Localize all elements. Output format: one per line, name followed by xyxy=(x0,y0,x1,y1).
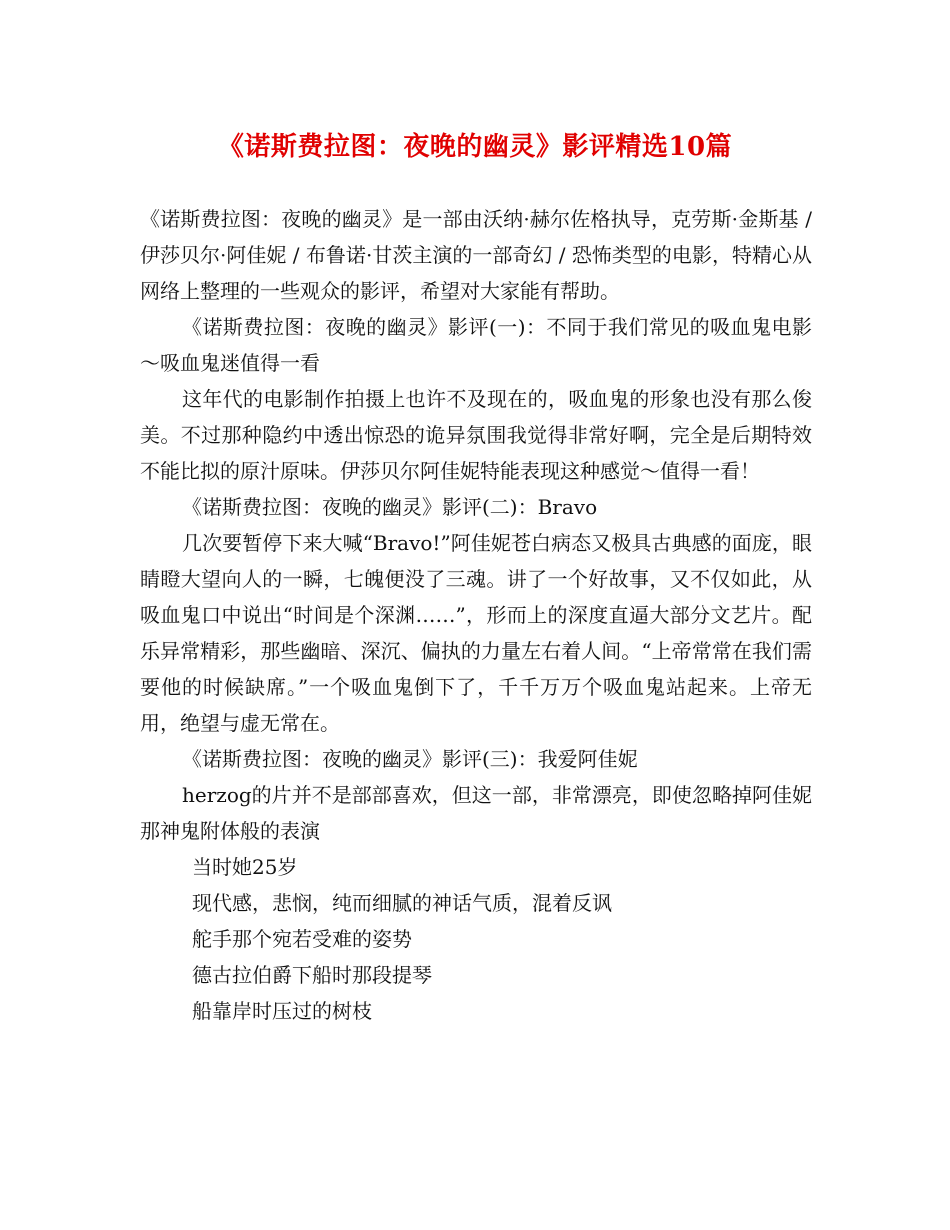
review-2-heading: 《诺斯费拉图：夜晚的幽灵》影评(二)：Bravo xyxy=(182,495,598,519)
review-1-body: 这年代的电影制作拍摄上也许不及现在的，吸血鬼的形象也没有那么俊美。不过那种隐约中透出惊恐的诡异氛围我觉得非常好啊，完全是后期特效不能比拟的原汁原味。伊莎贝尔阿佳妮特能表现这种感觉～值得一看！ xyxy=(140,387,812,483)
review-3-line: 舵手那个宛若受难的姿势 xyxy=(192,927,412,951)
review-3-body: herzog的片并不是部部喜欢，但这一部，非常漂亮，即使忽略掉阿佳妮那神鬼附体般的表演 xyxy=(140,783,812,843)
review-3-line: 船靠岸时压过的树枝 xyxy=(192,999,372,1023)
review-3-line: 当时她25岁 xyxy=(192,855,298,879)
review-3-line: 德古拉伯爵下船时那段提琴 xyxy=(192,963,432,987)
review-2-body: 几次要暂停下来大喊“Bravo!”阿佳妮苍白病态又极具古典感的面庞，眼睛瞪大望向人的一瞬，七魄便没了三魂。讲了一个好故事，又不仅如此，从吸血鬼口中说出“时间是个深渊……”，形而上的深度直逼大部分文艺片。配乐异常精彩，那些幽暗、深沉、偏执的力量左右着人间。“上帝常常在我们需要他的时候缺席。”一个吸血鬼倒下了，千千万万个吸血鬼站起来。上帝无用，绝望与虚无常在。 xyxy=(140,531,812,735)
intro-paragraph: 《诺斯费拉图：夜晚的幽灵》是一部由沃纳·赫尔佐格执导，克劳斯·金斯基 / 伊莎贝尔·阿佳妮 / 布鲁诺·甘茨主演的一部奇幻 / 恐怖类型的电影，特精心从网络上整理的一些观众的影评，希望对大家能有帮助。 xyxy=(140,207,812,303)
review-3-line: 现代感，悲悯，纯而细腻的神话气质，混着反讽 xyxy=(192,891,612,915)
document-title: 《诺斯费拉图：夜晚的幽灵》影评精选10篇 xyxy=(217,132,733,162)
review-3-heading: 《诺斯费拉图：夜晚的幽灵》影评(三)：我爱阿佳妮 xyxy=(182,747,638,771)
review-1-heading: 《诺斯费拉图：夜晚的幽灵》影评(一)：不同于我们常见的吸血鬼电影～吸血鬼迷值得一看 xyxy=(140,315,812,375)
document-body xyxy=(140,201,812,1029)
